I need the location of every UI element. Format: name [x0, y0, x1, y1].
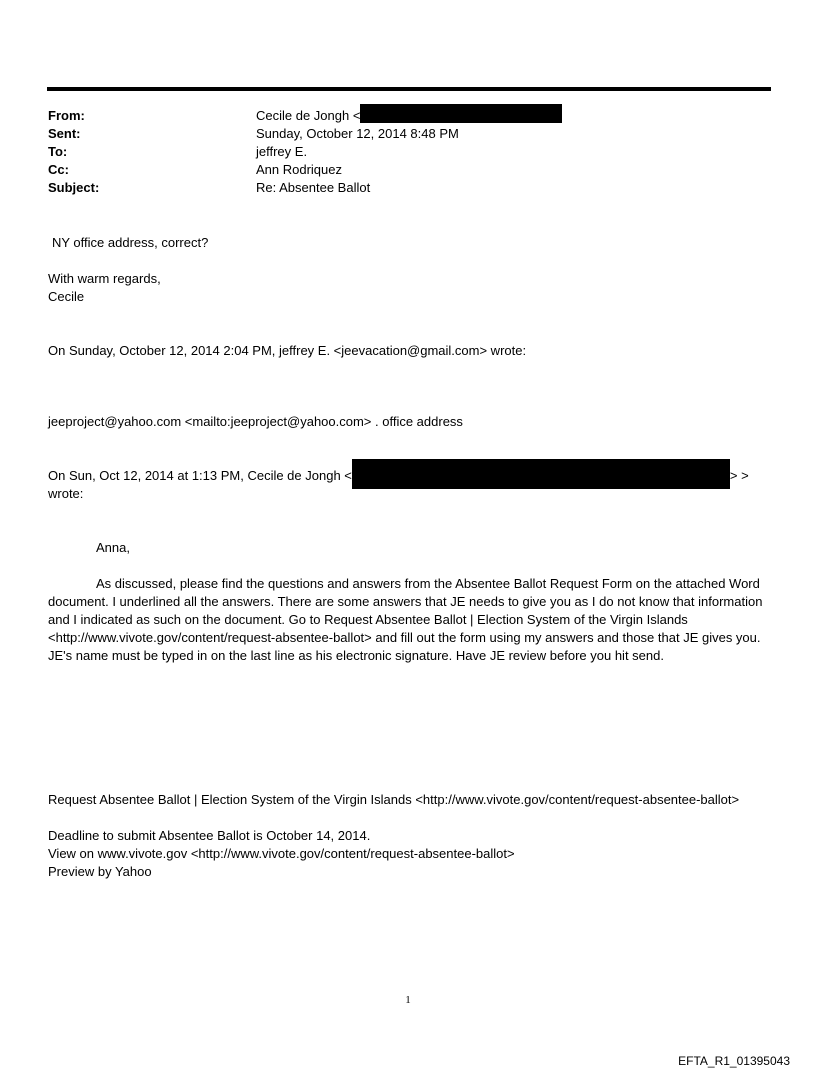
from-value	[256, 107, 562, 125]
to-value: jeffrey E.	[256, 144, 308, 159]
preview-title: Request Absentee Ballot | Election System of the Virgin Islands <http://www.vivote.gov/content/request-absentee-ballot>	[48, 792, 740, 807]
quote-text: jeeproject@yahoo.com <mailto:jeeproject@yahoo.com> . office address	[48, 414, 463, 429]
quote2-intro-end: > >	[729, 468, 749, 483]
sent-value: Sunday, October 12, 2014 8:48 PM	[256, 126, 459, 141]
preview-source: Preview by Yahoo	[48, 864, 152, 879]
header-rule	[47, 87, 771, 91]
quote2-intro	[48, 467, 749, 489]
signature-line: Cecile	[48, 289, 85, 304]
redaction-box	[360, 104, 562, 123]
cc-label: Cc:	[48, 162, 69, 177]
quote2-wrote: wrote:	[48, 486, 84, 501]
from-label: From:	[48, 108, 85, 123]
greeting: Anna,	[96, 540, 130, 555]
regards-line: With warm regards,	[48, 271, 161, 286]
preview-deadline: Deadline to submit Absentee Ballot is October 14, 2014.	[48, 828, 371, 843]
from-name: Cecile de Jongh <	[256, 108, 361, 123]
subject-value: Re: Absentee Ballot	[256, 180, 371, 195]
cc-value: Ann Rodriquez	[256, 162, 342, 177]
bates-number: EFTA_R1_01395043	[678, 1054, 790, 1068]
preview-view-link: View on www.vivote.gov <http://www.vivote.gov/content/request-absentee-ballot>	[48, 846, 515, 861]
subject-label: Subject:	[48, 180, 100, 195]
body-paragraph: As discussed, please find the questions and answers from the Absentee Ballot Request Form on the attached Word document. I underlined all the answers. There are some answers that JE needs to give you as I do not know that information and I indicated as such on the document. Go to Request Absentee Ballot | Election System of the Virgin Islands <http://www.vivote.gov/content/request-absentee-ballot> and fill out the form using my answers and those that JE gives you. JE's name must be typed in on the last line as his electronic signature. Have JE review before you hit send.	[48, 576, 763, 663]
to-label: To:	[48, 144, 68, 159]
body-line: NY office address, correct?	[52, 235, 209, 250]
page-number: 1	[405, 994, 411, 1006]
quote2-intro-start: On Sun, Oct 12, 2014 at 1:13 PM, Cecile de Jongh <	[48, 468, 352, 483]
sent-label: Sent:	[48, 126, 81, 141]
quote-intro: On Sunday, October 12, 2014 2:04 PM, jeffrey E. <jeevacation@gmail.com> wrote:	[48, 343, 527, 358]
redaction-box	[352, 459, 730, 489]
